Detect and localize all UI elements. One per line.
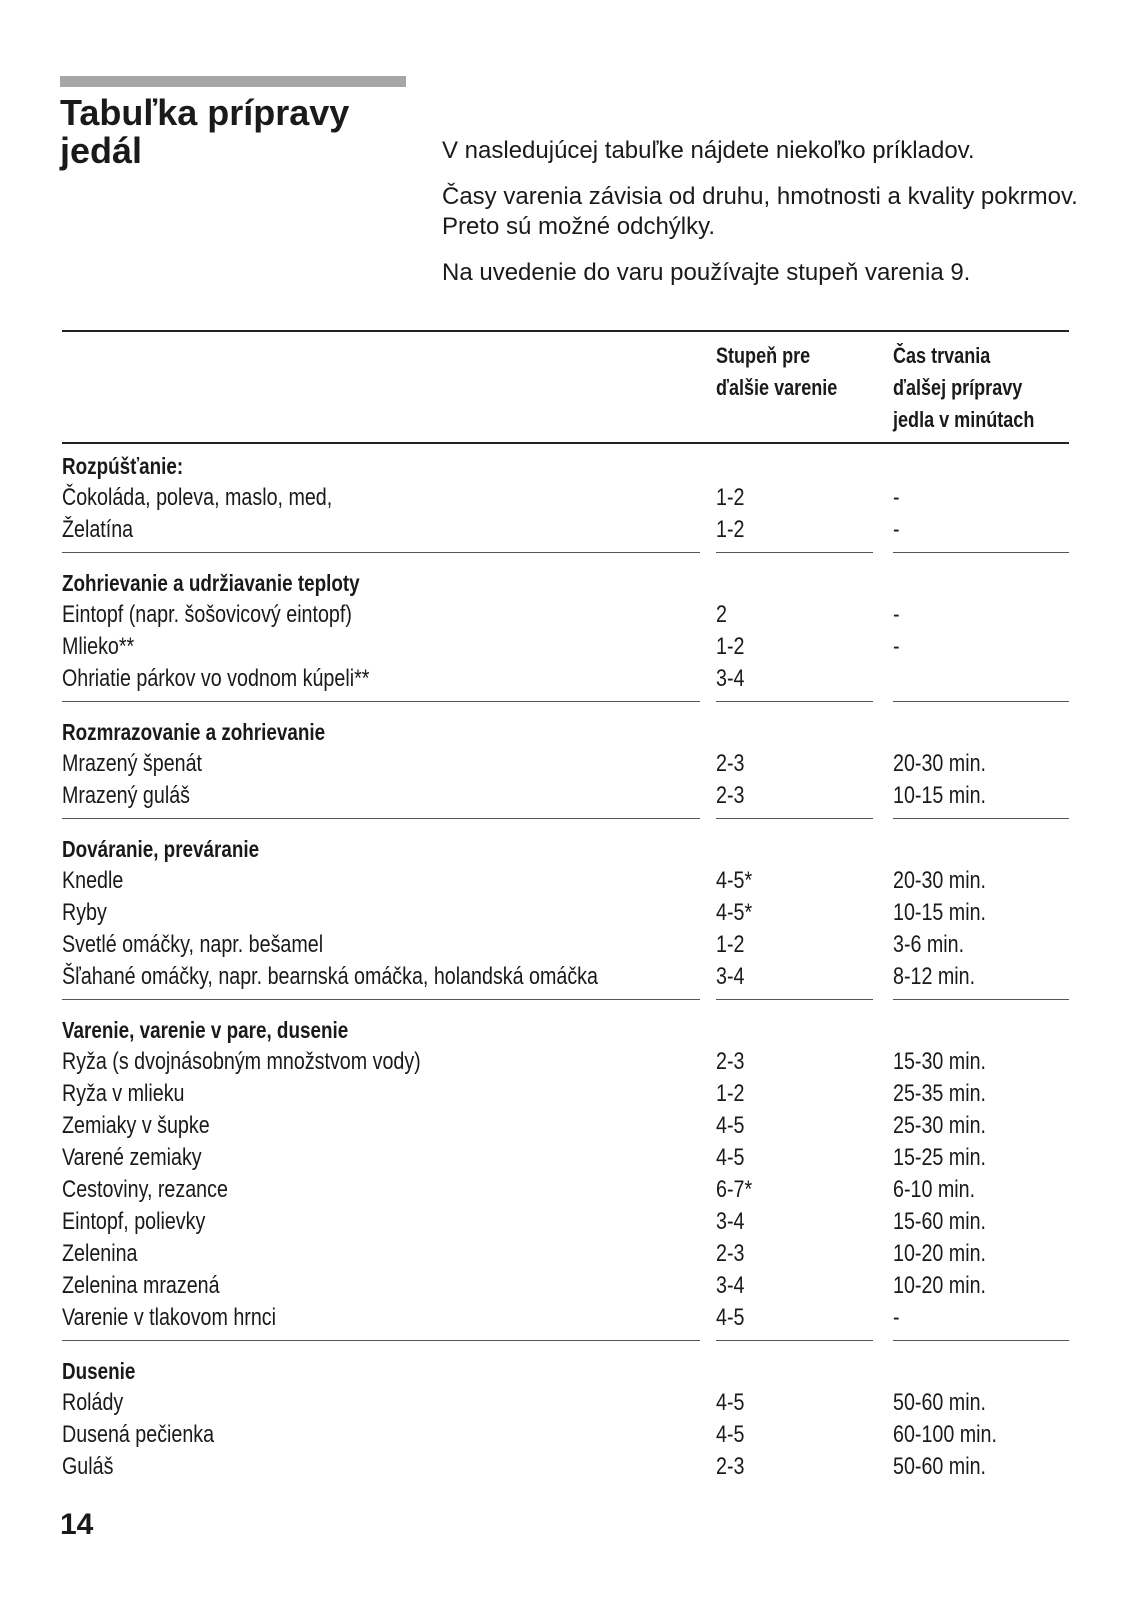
group-title: Dováranie, preváranie: [62, 836, 260, 862]
table-row: [62, 1142, 1069, 1174]
separator-segment: [716, 701, 873, 702]
group-title: Zohrievanie a udržiavanie teploty: [62, 570, 360, 596]
cell-level: 3-4: [716, 963, 745, 990]
cell-level: 1-2: [716, 633, 745, 660]
table-row: [62, 663, 1069, 695]
cell-level: 2-3: [716, 782, 745, 809]
separator-segment: [62, 1340, 700, 1341]
cell-level: 4-5*: [716, 899, 753, 926]
cell-level: 2-3: [716, 1048, 745, 1075]
header-time-line: Čas trvania: [893, 343, 991, 368]
table-body: [62, 444, 1069, 1491]
page-title: [60, 94, 400, 170]
cell-level: 4-5: [716, 1112, 745, 1139]
cell-food: Ohriatie párkov vo vodnom kúpeli**: [62, 665, 370, 692]
table-row: [62, 897, 1069, 929]
separator-segment: [716, 1340, 873, 1341]
separator-segment: [893, 1340, 1069, 1341]
cell-time: 50-60 min.: [893, 1389, 986, 1416]
cell-time: -: [893, 484, 900, 511]
table-row: [62, 1302, 1069, 1334]
cell-food: Mrazený guláš: [62, 782, 190, 809]
table-row: [62, 1046, 1069, 1078]
cell-time: 8-12 min.: [893, 963, 976, 990]
header-time-line: jedla v minútach: [893, 407, 1035, 432]
table-group: [62, 444, 1069, 561]
table-group: [62, 1349, 1069, 1491]
group-separator: [62, 1340, 1069, 1341]
table-row: [62, 929, 1069, 961]
cell-time: -: [893, 601, 900, 628]
table-row: [62, 961, 1069, 993]
cell-time: 20-30 min.: [893, 867, 986, 894]
cell-food: Knedle: [62, 867, 124, 894]
cell-time: 20-30 min.: [893, 750, 986, 777]
table-row: [62, 482, 1069, 514]
cell-time: -: [893, 633, 900, 660]
table-row: [62, 1451, 1069, 1483]
table-row: [62, 1110, 1069, 1142]
group-separator: [62, 818, 1069, 819]
group-title: Dusenie: [62, 1358, 136, 1384]
cell-food: Eintopf (napr. šošovicový eintopf): [62, 601, 352, 628]
cell-food: Šľahané omáčky, napr. bearnská omáčka, holandská omáčka: [62, 963, 598, 990]
separator-segment: [62, 818, 700, 819]
cell-food: Želatína: [62, 516, 134, 543]
cell-time: 25-35 min.: [893, 1080, 986, 1107]
intro-paragraph-2: Časy varenia závisia od druhu, hmotnosti a kvality pokrmov. Preto sú možné odchýlky.: [442, 183, 1078, 240]
intro-paragraph-1: V nasledujúcej tabuľke nájdete niekoľko príkladov.: [442, 137, 975, 164]
cell-food: Čokoláda, poleva, maslo, med,: [62, 484, 333, 511]
separator-segment: [893, 818, 1069, 819]
cell-food: Eintopf, polievky: [62, 1208, 206, 1235]
table-row: [62, 1387, 1069, 1419]
cell-food: Svetlé omáčky, napr. bešamel: [62, 931, 324, 958]
cell-food: Zelenina: [62, 1240, 138, 1267]
cell-food: Cestoviny, rezance: [62, 1176, 228, 1203]
group-separator: [62, 701, 1069, 702]
cell-level: 6-7*: [716, 1176, 753, 1203]
table-row: [62, 631, 1069, 663]
table-group: [62, 561, 1069, 710]
cell-time: 10-20 min.: [893, 1240, 986, 1267]
cell-level: 3-4: [716, 665, 745, 692]
cell-food: Rolády: [62, 1389, 124, 1416]
cell-level: 3-4: [716, 1208, 745, 1235]
separator-segment: [62, 701, 700, 702]
header-level-line: Stupeň pre: [716, 343, 811, 368]
cell-food: Zelenina mrazená: [62, 1272, 220, 1299]
separator-segment: [893, 999, 1069, 1000]
cell-food: Mlieko**: [62, 633, 135, 660]
cell-food: Varené zemiaky: [62, 1144, 202, 1171]
separator-segment: [716, 818, 873, 819]
cell-time: 10-15 min.: [893, 782, 986, 809]
separator-segment: [893, 552, 1069, 553]
table-row: [62, 1206, 1069, 1238]
cell-food: Zemiaky v šupke: [62, 1112, 210, 1139]
cell-food: Ryža v mlieku: [62, 1080, 185, 1107]
table-row: [62, 599, 1069, 631]
cell-time: 3-6 min.: [893, 931, 965, 958]
header-level-line: ďalšie varenie: [716, 375, 838, 400]
cell-time: 10-15 min.: [893, 899, 986, 926]
cell-food: Ryža (s dvojnásobným množstvom vody): [62, 1048, 421, 1075]
cell-food: Ryby: [62, 899, 107, 926]
cell-food: Mrazený špenát: [62, 750, 203, 777]
separator-segment: [62, 552, 700, 553]
cell-food: Dusená pečienka: [62, 1421, 215, 1448]
group-separator: [62, 999, 1069, 1000]
cell-time: 60-100 min.: [893, 1421, 997, 1448]
separator-segment: [716, 552, 873, 553]
cell-level: 1-2: [716, 1080, 745, 1107]
cell-level: 1-2: [716, 931, 745, 958]
table-row: [62, 748, 1069, 780]
cell-time: -: [893, 1304, 900, 1331]
cell-time: 6-10 min.: [893, 1176, 976, 1203]
cell-time: 25-30 min.: [893, 1112, 986, 1139]
separator-segment: [716, 999, 873, 1000]
cell-time: 15-30 min.: [893, 1048, 986, 1075]
group-separator: [62, 552, 1069, 553]
header-time: [893, 340, 1057, 436]
separator-segment: [62, 999, 700, 1000]
table-row: [62, 1270, 1069, 1302]
cell-level: 3-4: [716, 1272, 745, 1299]
cell-level: 1-2: [716, 516, 745, 543]
header-level: [716, 340, 855, 404]
table-row: [62, 514, 1069, 546]
cell-food: Guláš: [62, 1453, 114, 1480]
cell-level: 4-5: [716, 1421, 745, 1448]
cell-level: 2-3: [716, 1453, 745, 1480]
header-time-line: ďalšej prípravy: [893, 375, 1023, 400]
intro-paragraph-3: Na uvedenie do varu používajte stupeň varenia 9.: [442, 259, 971, 286]
cell-time: 15-60 min.: [893, 1208, 986, 1235]
group-title: Rozpúšťanie:: [62, 453, 184, 479]
table-row: [62, 1078, 1069, 1110]
cell-level: 1-2: [716, 484, 745, 511]
page-title-line-2: jedál: [60, 130, 143, 171]
separator-segment: [893, 701, 1069, 702]
cell-food: Varenie v tlakovom hrnci: [62, 1304, 277, 1331]
cell-time: 50-60 min.: [893, 1453, 986, 1480]
group-title: Rozmrazovanie a zohrievanie: [62, 719, 326, 745]
cell-level: 4-5: [716, 1144, 745, 1171]
cell-level: 2-3: [716, 1240, 745, 1267]
cell-time: -: [893, 516, 900, 543]
cell-level: 4-5: [716, 1304, 745, 1331]
title-accent-bar: [60, 76, 406, 87]
cell-level: 2-3: [716, 750, 745, 777]
group-title: Varenie, varenie v pare, dusenie: [62, 1017, 349, 1043]
cell-time: 15-25 min.: [893, 1144, 986, 1171]
cooking-table: [62, 330, 1069, 1491]
table-row: [62, 1238, 1069, 1270]
table-group: [62, 1008, 1069, 1349]
table-header: [62, 332, 1069, 442]
table-row: [62, 780, 1069, 812]
cell-level: 2: [716, 601, 727, 628]
table-group: [62, 827, 1069, 1008]
table-group: [62, 710, 1069, 827]
page-number: 14: [60, 1508, 94, 1541]
table-row: [62, 865, 1069, 897]
cell-level: 4-5*: [716, 867, 753, 894]
table-row: [62, 1174, 1069, 1206]
page-title-line-1: Tabuľka prípravy: [60, 92, 350, 133]
table-row: [62, 1419, 1069, 1451]
cell-time: 10-20 min.: [893, 1272, 986, 1299]
cell-level: 4-5: [716, 1389, 745, 1416]
intro-text: [442, 136, 1082, 304]
